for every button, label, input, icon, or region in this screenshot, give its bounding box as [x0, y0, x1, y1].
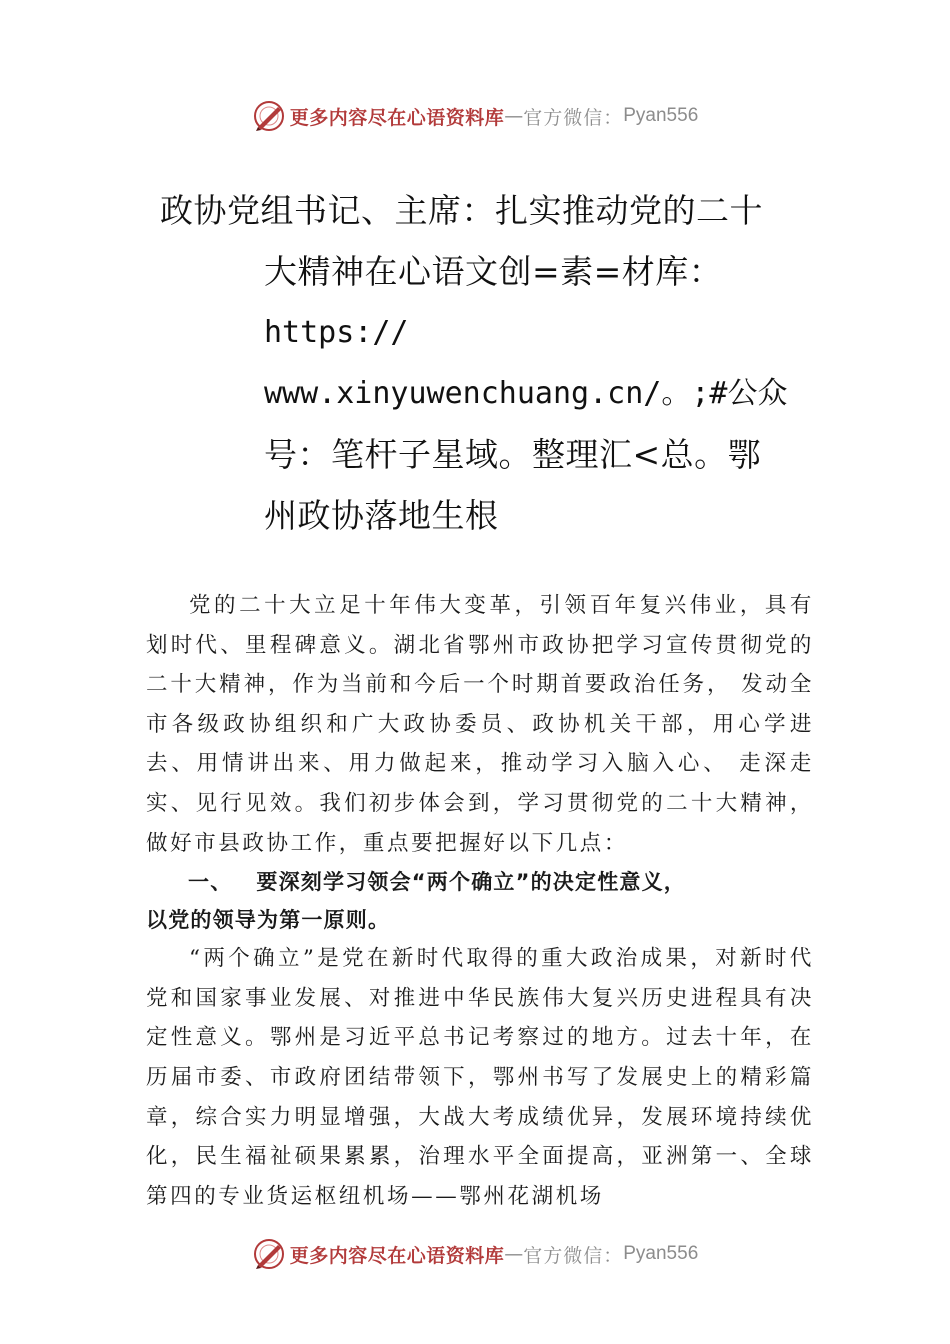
watermark-brand: 更多内容尽在心语资料库 [289, 106, 505, 129]
pen-logo-icon [252, 1237, 286, 1271]
document-body [146, 586, 814, 1216]
title-line-2: 大精神在心语文创=素=材库： [264, 252, 723, 291]
body-paragraph-2: “两个确立”是党在新时代取得的重大政治成果，对新时代党和国家事业发展、对推进中华民族伟大复兴历史进程具有决定性意义。鄂州是习近平总书记考察过的地方。过去十年，在历届市委、市政府团结带领下，鄂州书写了发展史上的精彩篇章，综合实力明显增强，大战大考成绩优异，发展环境持续优化，民生福祉硕果累累，治理水平全面提高，亚洲第一、全球第四的专业货运枢纽机场——鄂州花湖机场 [146, 946, 814, 1209]
wechat-label: 官方微信： [523, 1244, 624, 1267]
title-line-4: www.xinyuwenchuang.cn/。;#公众 [264, 376, 788, 411]
section-heading-1 [146, 863, 814, 901]
body-paragraph-1: 党的二十大立足十年伟大变革，引领百年复兴伟业，具有划时代、里程碑意义。湖北省鄂州市政协把学习宣传贯彻党的二十大精神，作为当前和今后一个时期首要政治任务， 发动全市各级政协组织和广大政协委员、政协机关干部，用心学进去、用情讲出来、用力做起来，推动学习入脑入心、 走深走实、见行见效。我们初步体会到，学习贯彻党的二十大精神，做好市县政协工作，重点要把握好以下几点： [146, 593, 814, 856]
wechat-id: Pyan556 [623, 105, 699, 126]
section-heading-text-b: 以党的领导为第一原则。 [146, 908, 391, 933]
watermark-header [0, 96, 950, 136]
section-heading-1-cont [146, 901, 814, 939]
title-line-3: https:// [264, 315, 409, 350]
document-title [150, 180, 810, 546]
title-line-5: 号：笔杆子星域。整理汇<总。鄂 [264, 435, 762, 474]
watermark-brand: 更多内容尽在心语资料库 [289, 1244, 505, 1267]
title-line-1: 政协党组书记、主席：扎实推动党的二十 [160, 191, 763, 230]
wechat-id: Pyan556 [623, 1243, 699, 1264]
pen-logo-icon [252, 99, 286, 133]
watermark-dash: — [504, 1243, 524, 1265]
section-heading-text-a: 要深刻学习领会“两个确立”的决定性意义， [256, 870, 687, 895]
wechat-label: 官方微信： [523, 106, 624, 129]
watermark-dash: — [504, 105, 524, 127]
section-heading-number: 一、 [188, 870, 233, 895]
title-line-6: 州政协落地生根 [264, 496, 499, 535]
watermark-footer [0, 1234, 950, 1274]
